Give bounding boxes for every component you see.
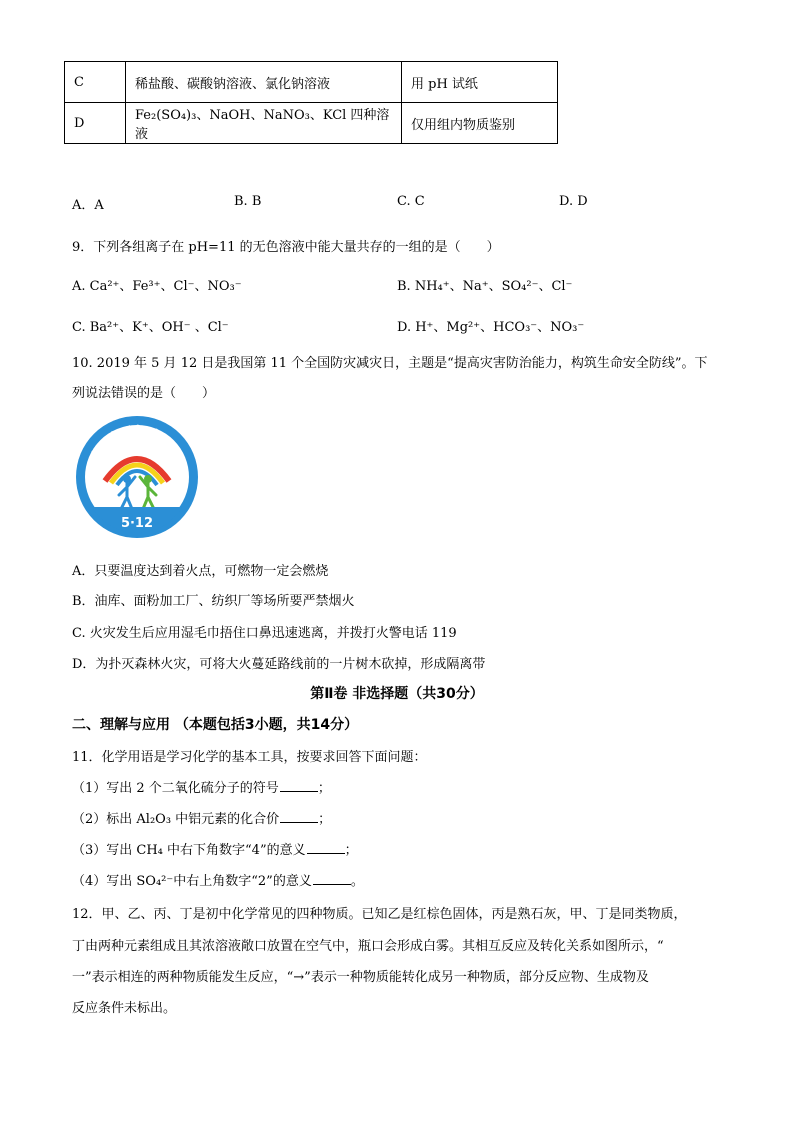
q10-option-c: C. 火灾发生后应用湿毛巾捂住口鼻迅速逃离，并拨打火警电话 119 [72,626,457,641]
q10-stem-line2: 列说法错误的是（ ） [72,386,216,401]
table-row [65,103,558,144]
q9-stem: 9．下列各组离子在 pH=11 的无色溶液中能大量共存的一组的是（ ） [72,240,500,255]
q12-line-2: 丁由两种元素组成且其浓溶液敞口放置在空气中，瓶口会形成白雾。其相互反应及转化关系如图所示，“ [72,939,664,954]
q12-line-4: 反应条件未标出。 [72,1001,177,1016]
q10-option-a: A．只要温度达到着火点，可燃物一定会燃烧 [72,564,329,579]
row-substances: 稀盐酸、碳酸钠溶液、氯化钠溶液 [126,62,402,103]
q11-item-1: （1）写出 2 个二氧化硫分子的符号 ； [72,781,331,796]
options-table [64,61,558,144]
q11-item-3: （3）写出 CH₄ 中右下角数字“4”的意义 ； [72,843,358,858]
logo-date: 5·12 [120,516,154,531]
row-label: C [65,62,126,103]
q10-option-d: D．为扑灭森林火灾，可将大火蔓延路线前的一片树木砍掉，形成隔离带 [72,657,486,672]
answer-blank[interactable] [280,821,318,823]
q8-answer-b: B. B [234,194,262,209]
table-row [65,62,558,103]
q11-item-2: （2）标出 Al₂O₃ 中铝元素的化合价 ； [72,812,332,827]
q10-option-b: B．油库、面粉加工厂、纺织厂等场所要严禁烟火 [72,594,355,609]
q8-answer-c: C. C [397,194,425,209]
row-substances: Fe₂(SO₄)₃、NaOH、NaNO₃、KCl 四种溶液 [126,103,402,144]
q8-answer-a: A．A [72,198,104,213]
section2-title: 第Ⅱ卷 非选择题（共30分） [310,686,484,702]
answer-blank[interactable] [313,883,351,885]
answer-blank[interactable] [307,852,345,854]
q8-answer-d: D. D [559,194,588,209]
q12-line-3: 一”表示相连的两种物质能发生反应，“→”表示一种物质能转化成另一种物质，部分反应物、生成物及 [72,970,649,985]
logo-text: 防灾减灾日 [90,425,184,462]
q12-line-1: 12．甲、乙、丙、丁是初中化学常见的四种物质。已知乙是红棕色固体，丙是熟石灰，甲、丁是同类物质， [72,907,687,922]
q11-item-4: （4）写出 SO₄²⁻中右上角数字“2”的意义 。 [72,874,364,889]
q9-option-a: A. Ca²⁺、Fe³⁺、Cl⁻、NO₃⁻ [72,279,242,294]
section2-subtitle: 二、理解与应用 （本题包括3小题，共14分） [72,717,359,733]
q9-option-d: D. H⁺、Mg²⁺、HCO₃⁻、NO₃⁻ [397,320,585,335]
disaster-prevention-logo [75,415,199,539]
q9-option-b: B. NH₄⁺、Na⁺、SO₄²⁻、Cl⁻ [397,279,573,294]
q9-option-c: C. Ba²⁺、K⁺、OH⁻ 、Cl⁻ [72,320,229,335]
row-method: 用 pH 试纸 [402,62,558,103]
answer-blank[interactable] [280,790,318,792]
q11-stem: 11．化学用语是学习化学的基本工具，按要求回答下面问题： [72,750,427,765]
row-method: 仅用组内物质鉴别 [402,103,558,144]
q10-stem-line1: 10. 2019 年 5 月 12 日是我国第 11 个全国防灾减灾日，主题是“提高灾害防治能力，构筑生命安全防线”。下 [72,356,708,371]
row-label: D [65,103,126,144]
